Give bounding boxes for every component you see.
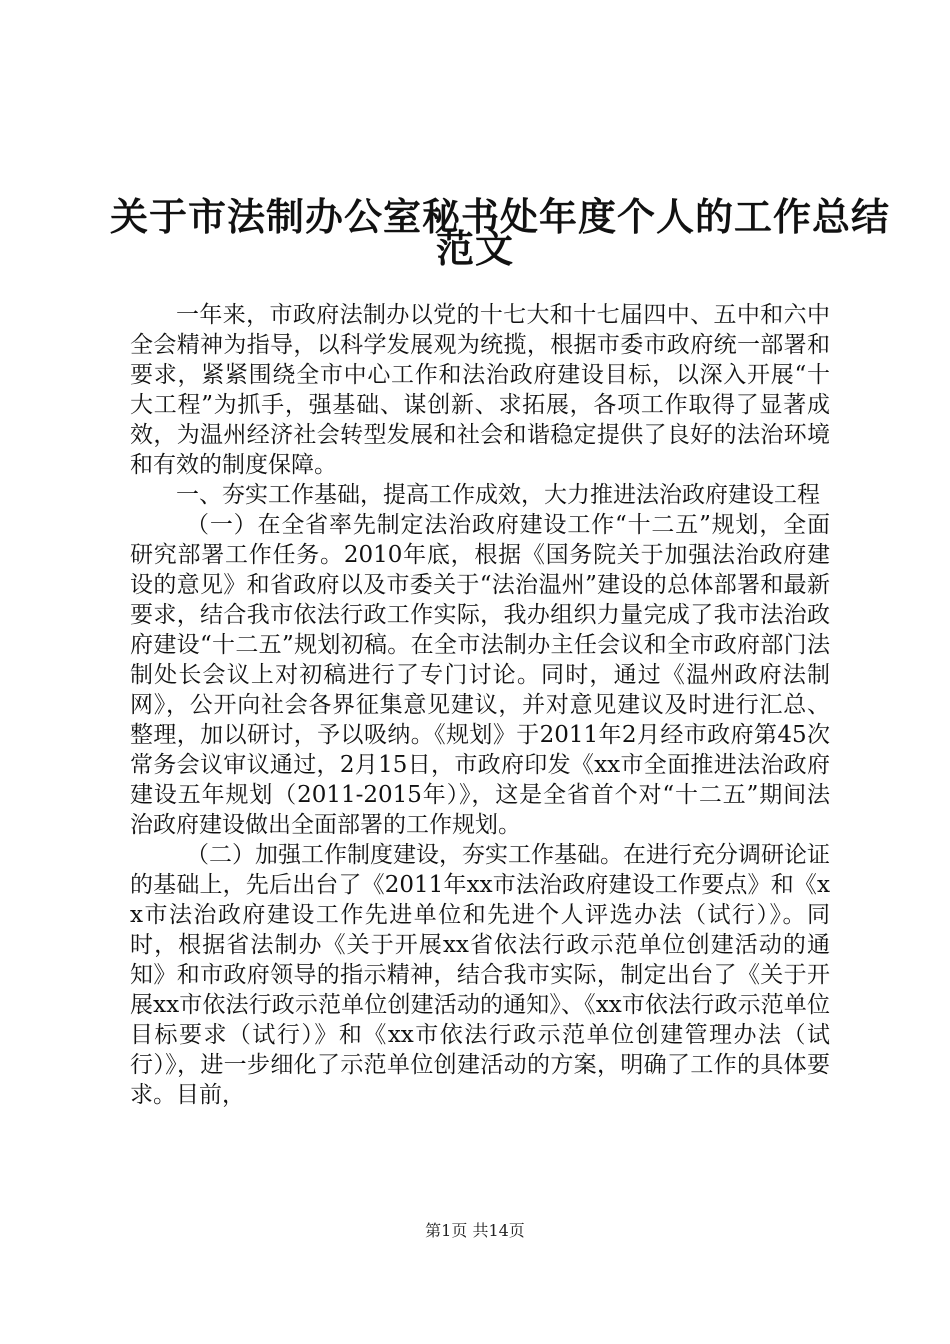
paragraph-item-1: （一）在全省率先制定法治政府建设工作“十二五”规划，全面研究部署工作任务。2010年底，根据《国务院关于加强法治政府建设的意见》和省政府以及市委关于“法治温州”建设的总体部署和最新要求，结合我市依法行政工作实际，我办组织力量完成了我市法治政府建设“十二五”规划初稿。在全市法制办主任会议和全市政府部门法制处长会议上对初稿进行了专门讨论。同时，通过《温州政府法制网》，公开向社会各界征集意见建议，并对意见建议及时进行汇总、整理，加以研讨，予以吸纳。《规划》于2011年2月经市政府第45次常务会议审议通过，2月15日，市政府印发《xx市全面推进法治政府建设五年规划（2011-2015年）》，这是全省首个对“十二五”期间法治政府建设做出全面部署的工作规划。 bbox=[130, 512, 830, 838]
document-title-continued: 范文 bbox=[435, 227, 514, 271]
document-body bbox=[130, 300, 830, 1110]
section-heading: 一、夯实工作基础，提高工作成效，大力推进法治政府建设工程 bbox=[176, 482, 820, 508]
paragraph-intro: 一年来，市政府法制办以党的十七大和十七届四中、五中和六中全会精神为指导，以科学发展观为统揽，根据市委市政府统一部署和要求，紧紧围绕全市中心工作和法治政府建设目标，以深入开展“十大工程”为抓手，强基础、谋创新、求拓展，各项工作取得了显著成效，为温州经济社会转型发展和社会和谐稳定提供了良好的法治环境和有效的制度保障。 bbox=[130, 302, 830, 478]
document-title: 关于市法制办公室秘书处年度个人的工作总结 bbox=[110, 195, 891, 239]
page-number-footer: 第1页 共14页 bbox=[425, 1221, 525, 1240]
paragraph-item-2: （二）加强工作制度建设，夯实工作基础。在进行充分调研论证的基础上，先后出台了《2011年xx市法治政府建设工作要点》和《xx市法治政府建设工作先进单位和先进个人评选办法（试行）》。同时，根据省法制办《关于开展xx省依法行政示范单位创建活动的通知》和市政府领导的指示精神，结合我市实际，制定出台了《关于开展xx市依法行政示范单位创建活动的通知》、《xx市依法行政示范单位目标要求（试行）》和《xx市依法行政示范单位创建管理办法（试行）》，进一步细化了示范单位创建活动的方案，明确了工作的具体要求。目前， bbox=[130, 842, 830, 1108]
